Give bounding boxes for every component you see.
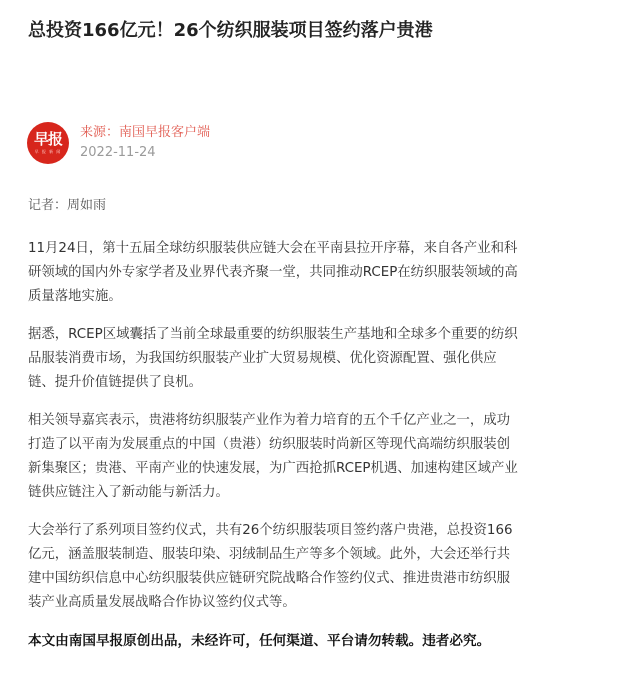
copyright-notice: 本文由南国早报原创出品，未经许可，任何渠道、平台请勿转载。违者必究。 [28,633,491,649]
article-source: 来源：南国早报客户端 [80,125,211,140]
paragraph-3 [28,409,617,505]
paragraph-line: 建中国纺织信息中心纺织服装供应链研究院战略合作签约仪式、推进贵港市纺织服 [28,571,511,586]
paragraph-4 [28,519,617,615]
paragraph-line: 装产业高质量发展战略合作协议签约仪式等。 [28,595,296,610]
paragraph-line: 相关领导嘉宾表示，贵港将纺织服装产业作为着力培育的五个千亿产业之一，成功 [28,413,511,428]
paragraph-line: 亿元，涵盖服装制造、服装印染、羽绒制品生产等多个领域。此外，大会还举行共 [28,547,511,562]
paragraph-line: 11月24日，第十五届全球纺织服装供应链大会在平南县拉开序幕，来自各产业和科 [28,241,518,256]
paragraph-line: 研领域的国内外专家学者及业界代表齐聚一堂，共同推动RCEP在纺织服装领域的高 [28,265,518,280]
article-date: 2022-11-24 [80,145,156,160]
paragraph-line: 链、提升价值链提供了良机。 [28,375,203,390]
paragraph-line: 品服装消费市场，为我国纺织服装产业扩大贸易规模、优化资源配置、强化供应 [28,351,497,366]
publisher-logo-icon [27,122,69,164]
paragraph-2 [28,323,617,395]
publisher-logo-subtext: 早 报 新 闻 [34,149,62,154]
paragraph-line: 打造了以平南为发展重点的中国（贵港）纺织服装时尚新区等现代高端纺织服装创 [28,437,511,452]
paragraph-line: 质量落地实施。 [28,289,122,304]
paragraph-line: 链供应链注入了新动能与新活力。 [28,485,229,500]
article-title: 总投资166亿元！26个纺织服装项目签约落户贵港 [28,20,433,41]
paragraph-line: 据悉，RCEP区域囊括了当前全球最重要的纺织服装生产基地和全球多个重要的纺织 [28,327,518,342]
meta-text [80,123,210,163]
article-body [28,237,617,653]
article-meta [27,121,210,165]
article-reporter: 记者：周如雨 [28,198,107,213]
paragraph-1 [28,237,617,309]
paragraph-line: 大会举行了系列项目签约仪式，共有26个纺织服装项目签约落户贵港，总投资166 [28,523,513,538]
publisher-logo-text: 早报 [33,130,62,148]
paragraph-line: 新集聚区；贵港、平南产业的快速发展，为广西抢抓RCEP机遇、加速构建区域产业 [28,461,518,476]
